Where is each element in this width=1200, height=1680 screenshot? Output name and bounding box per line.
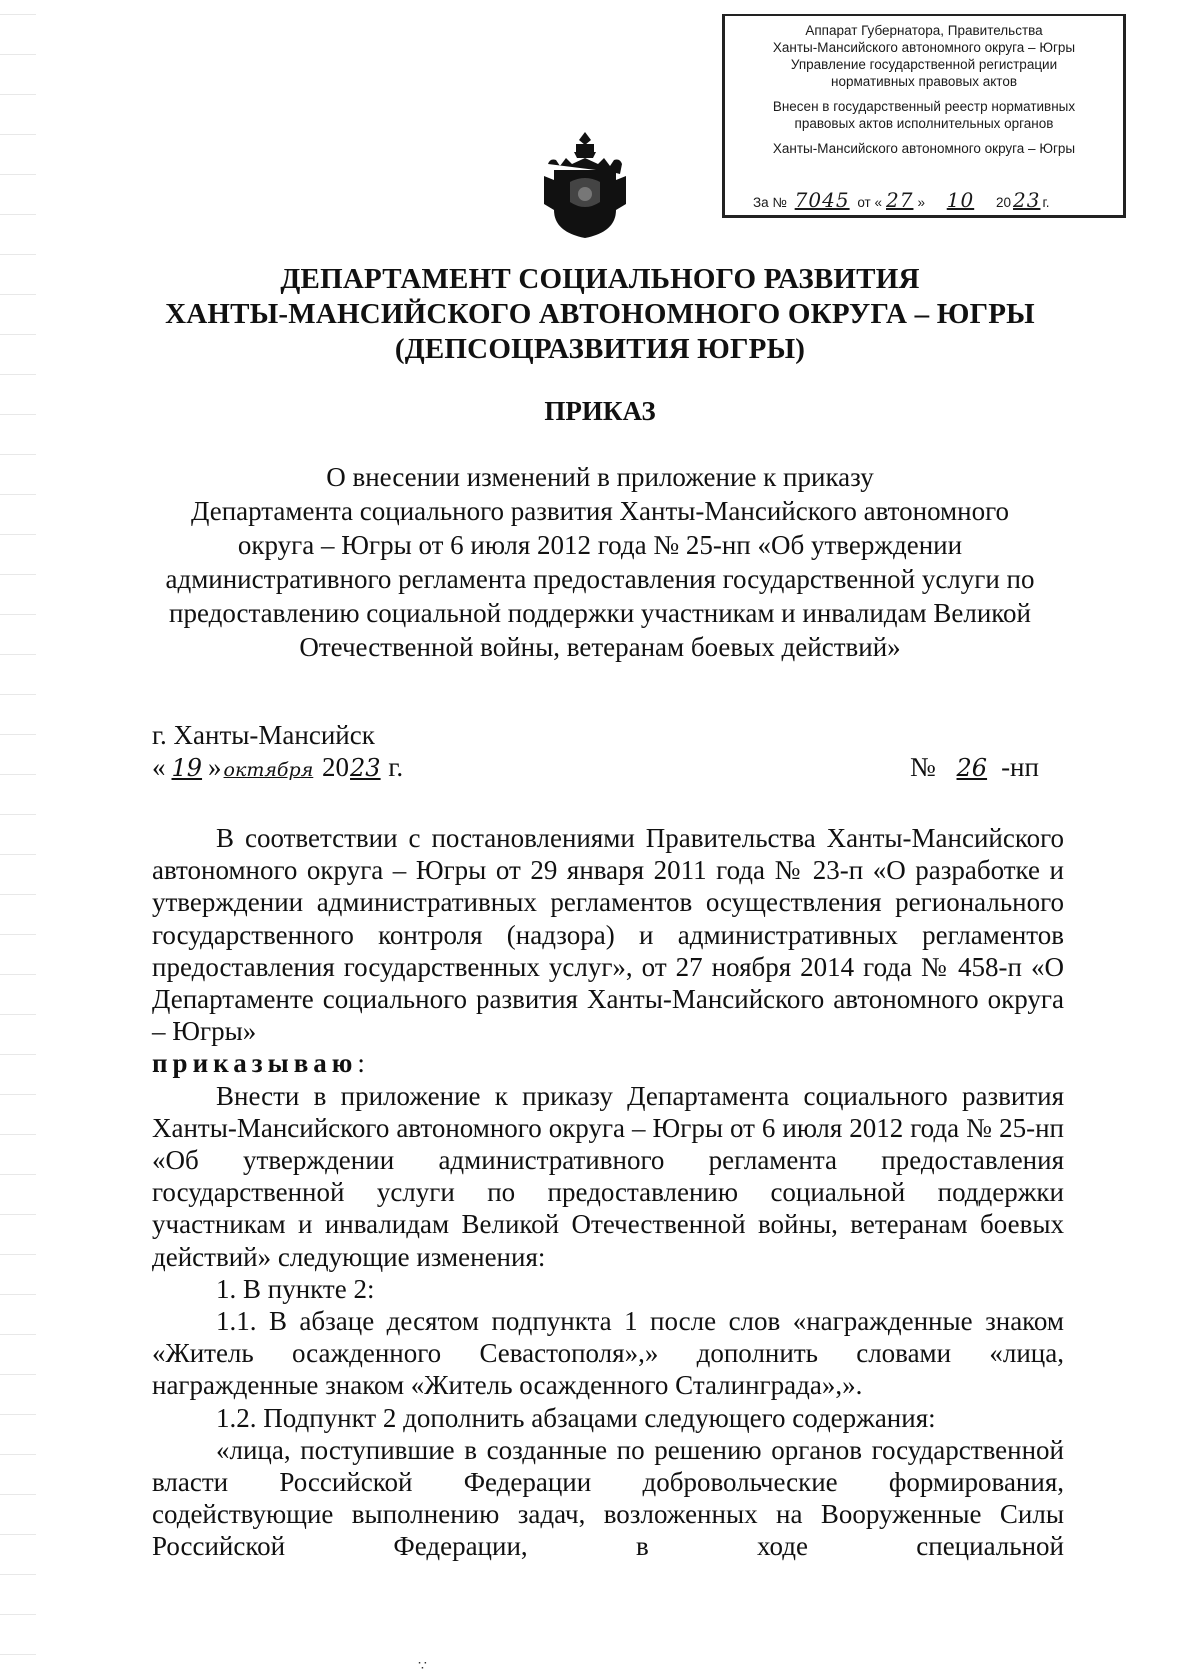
department-line: ДЕПАРТАМЕНТ СОЦИАЛЬНОГО РАЗВИТИЯ: [280, 263, 920, 295]
scan-artifact-mark: ∵: [418, 1659, 427, 1674]
body-paragraph: 1.1. В абзаце десятом подпункта 1 после слов «награжденные знаком «Житель осажденного Севастополя»,» дополнить словами «лица, награжденные знаком «Житель осажденного Сталинграда»,».: [152, 1306, 1064, 1401]
subject-line: О внесении изменений в приложение к приказу: [326, 462, 874, 492]
body-paragraph: 1.2. Подпункт 2 дополнить абзацами следующего содержания:: [216, 1402, 936, 1433]
number-suffix: -нп: [1001, 752, 1039, 782]
order-body: [152, 822, 1064, 1563]
date-close-quote: »: [208, 752, 222, 782]
stamp-reg-number: 7045: [794, 188, 850, 212]
stamp-reg-prefix: За №: [753, 195, 787, 210]
subject-line: административного регламента предоставления государственной услуги по: [165, 564, 1035, 594]
subject-line: Отечественной войны, ветеранам боевых действий»: [299, 632, 901, 662]
stamp-line: Управление государственной регистрации: [790, 57, 1058, 72]
subject-line: округа – Югры от 6 июля 2012 года № 25-нп «Об утверждении: [237, 530, 963, 560]
document-type: ПРИКАЗ: [544, 396, 656, 426]
body-paragraph: 1. В пункте 2:: [216, 1273, 375, 1304]
body-paragraph: В соответствии с постановлениями Правительства Ханты-Мансийского автономного округа – Югры от 29 января 2011 года № 23-п «О разработке и утверждении административных регламентов осуществления регионального государственного контроля (надзора) и административных регламентов предоставления государственных услуг», от 27 ноября 2014 года № 458-п «О Департаменте социального развития Ханты-Мансийского автономного округа – Югры»: [152, 823, 1064, 1047]
stamp-reg-year: 23: [1012, 188, 1041, 212]
place-of-issue: г. Ханты-Мансийск: [152, 720, 375, 750]
department-heading: [0, 262, 1200, 367]
stamp-reg-year-prefix: 20: [995, 195, 1011, 210]
order-word: приказываю: [152, 1048, 358, 1079]
date-suffix: г.: [388, 752, 404, 782]
department-line: ХАНТЫ-МАНСИЙСКОГО АВТОНОМНОГО ОКРУГА – ЮГРЫ: [165, 298, 1035, 330]
scan-edge-noise: [0, 0, 36, 1680]
stamp-line: нормативных правовых актов: [830, 74, 1018, 89]
stamp-reg-day-close: »: [917, 195, 925, 210]
stamp-region: Ханты-Мансийского автономного округа – Югры: [772, 141, 1076, 156]
date-day: 19: [171, 754, 203, 782]
subject-line: Департамента социального развития Ханты-Мансийского автономного: [190, 496, 1009, 526]
coat-of-arms-emblem: [540, 130, 630, 240]
date-year-prefix: 20: [322, 752, 350, 782]
stamp-reg-month: 10: [946, 188, 975, 212]
subject-line: предоставлению социальной поддержки участникам и инвалидам Великой: [169, 598, 1031, 628]
stamp-registration-line: [753, 188, 1115, 212]
number-value: 26: [956, 754, 988, 782]
order-command: [152, 1047, 1064, 1079]
stamp-reg-from: от «: [857, 195, 882, 210]
registration-stamp: [722, 14, 1126, 218]
stamp-line: правовых актов исполнительных органов: [794, 116, 1054, 131]
stamp-reg-year-suffix: г.: [1042, 195, 1050, 210]
body-paragraph: Внести в приложение к приказу Департамента социального развития Ханты-Мансийского автономного округа – Югры от 6 июля 2012 года № 25-нп «Об утверждении административного регламента предоставления государственной услуги по предоставлению социальной поддержки участникам и инвалидам Великой Отечественной войны, ветеранам боевых действий» следующие изменения:: [152, 1080, 1064, 1272]
date-month: октября: [223, 759, 314, 781]
number-prefix: №: [910, 752, 936, 782]
date-year: 23: [350, 754, 381, 782]
order-number: [910, 752, 1039, 783]
date-open-quote: «: [152, 752, 166, 782]
body-paragraph: «лица, поступившие в созданные по решению органов государственной власти Российской Федерации добровольческие формирования, содействующие выполнению задач, возложенных на Вооруженные Силы Российской Федерации, в ходе специальной: [152, 1434, 1064, 1562]
order-date: [152, 752, 403, 783]
department-line: (ДЕПСОЦРАЗВИТИЯ ЮГРЫ): [394, 333, 806, 365]
stamp-reg-day: 27: [886, 188, 914, 212]
stamp-line: Аппарат Губернатора, Правительства: [805, 23, 1043, 38]
stamp-line: Внесен в государственный реестр нормативных: [772, 99, 1076, 114]
stamp-line: Ханты-Мансийского автономного округа – Югры: [772, 40, 1076, 55]
order-subject: [0, 460, 1200, 664]
order-colon: :: [357, 1048, 365, 1079]
